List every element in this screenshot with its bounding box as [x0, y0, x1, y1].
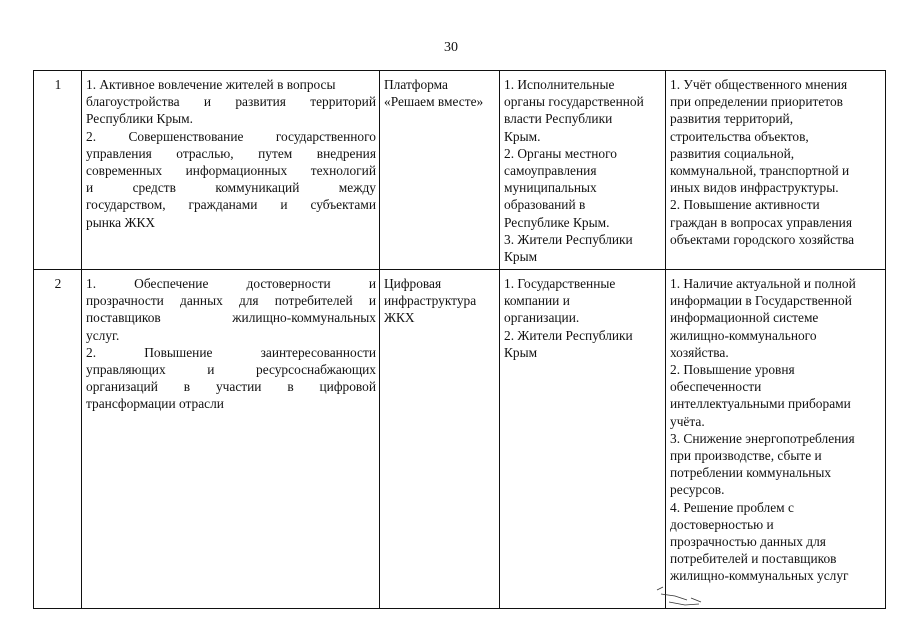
goals-cell	[82, 71, 380, 270]
participants-line: Крым	[504, 344, 538, 360]
row-number-cell	[34, 270, 82, 609]
goals-line: современных информационных технологий	[86, 163, 376, 179]
results-line: жилищно-коммунального	[670, 327, 817, 343]
tool-line: инфраструктура	[384, 293, 477, 309]
results-line: потребителей и поставщиков	[670, 551, 837, 567]
participants-cell	[500, 71, 666, 270]
participants-line: власти Республики	[504, 111, 613, 127]
tool-cell	[380, 270, 500, 609]
results-line: 1. Учёт общественного мнения	[670, 77, 848, 92]
goals-line: Республики Крым.	[86, 111, 193, 127]
participants-line: Крым	[504, 249, 538, 265]
goals-line: управляющих и ресурсоснабжающих	[86, 362, 376, 378]
results-line: информации в Государственной	[670, 293, 852, 309]
results-line: ресурсов.	[670, 482, 725, 498]
participants-line: образований в	[504, 197, 586, 213]
row-number-cell	[34, 71, 82, 270]
results-line: учёта.	[670, 413, 705, 429]
results-line: обеспеченности	[670, 379, 762, 395]
tool-line: Цифровая	[384, 276, 442, 291]
goals-line: 2. Повышение заинтересованности	[86, 344, 376, 360]
participants-line: 2. Жители Республики	[504, 327, 633, 343]
participants-cell	[500, 270, 666, 609]
results-line: интеллектуальными приборами	[670, 396, 851, 412]
goals-line: организаций в участии в цифровой	[86, 379, 376, 395]
results-line: информационной системе	[670, 310, 819, 326]
goals-line: 1. Активное вовлечение жителей в вопросы	[86, 77, 336, 92]
results-line: коммунальной, транспортной и	[670, 163, 850, 179]
goals-line: поставщиков жилищно-коммунальных	[86, 310, 376, 326]
tool-line: «Решаем вместе»	[384, 94, 484, 110]
results-line: развития территорий,	[670, 111, 794, 127]
results-line: достоверностью и	[670, 516, 774, 532]
results-line: хозяйства.	[670, 344, 729, 360]
goals-line: и средств коммуникаций между	[86, 180, 376, 196]
goals-line: 2. Совершенствование государственного	[86, 128, 376, 144]
goals-line: прозрачности данных для потребителей и	[86, 293, 376, 309]
participants-line: 3. Жители Республики	[504, 231, 633, 247]
goals-line: услуг.	[86, 327, 120, 343]
results-line: при производстве, сбыте и	[670, 448, 822, 464]
results-line: строительства объектов,	[670, 128, 809, 144]
participants-line: Республике Крым.	[504, 214, 610, 230]
tool-line: ЖКХ	[384, 310, 415, 326]
pen-mark	[655, 578, 703, 608]
results-line: прозрачностью данных для	[670, 534, 826, 550]
page-number: 30	[444, 40, 458, 55]
tool-cell	[380, 71, 500, 270]
participants-line: 1. Государственные	[504, 276, 616, 291]
row-number: 1	[54, 77, 62, 92]
tool-line: Платформа	[384, 77, 448, 92]
goals-line: трансформации отрасли	[86, 396, 224, 412]
row-number: 2	[54, 276, 62, 291]
participants-line: органы государственной	[504, 94, 644, 110]
results-cell	[666, 71, 886, 270]
participants-line: 1. Исполнительные	[504, 77, 615, 92]
results-line: 1. Наличие актуальной и полной	[670, 276, 856, 291]
goals-line: управления отраслью, путем внедрения	[86, 145, 376, 161]
goals-cell	[82, 270, 380, 609]
results-line: при определении приоритетов	[670, 94, 843, 110]
table-row	[34, 71, 886, 270]
results-line: потреблении коммунальных	[670, 465, 832, 481]
participants-line: Крым.	[504, 128, 541, 144]
participants-line: самоуправления	[504, 163, 597, 179]
results-line: иных видов инфраструктуры.	[670, 180, 839, 196]
results-cell	[666, 270, 886, 609]
results-line: жилищно-коммунальных услуг	[670, 568, 849, 584]
participants-line: организации.	[504, 310, 580, 326]
results-line: объектами городского хозяйства	[670, 231, 855, 247]
results-line: 2. Повышение уровня	[670, 362, 795, 378]
results-line: 2. Повышение активности	[670, 197, 820, 213]
goals-line: государством, гражданами и субъектами	[86, 197, 376, 213]
participants-line: 2. Органы местного	[504, 145, 617, 161]
participants-line: муниципальных	[504, 180, 597, 196]
results-line: 3. Снижение энергопотребления	[670, 430, 855, 446]
goals-line: 1. Обеспечение достоверности и	[86, 276, 376, 291]
goals-line: рынка ЖКХ	[86, 214, 156, 230]
measures-table	[33, 70, 886, 609]
results-line: граждан в вопросах управления	[670, 214, 852, 230]
results-line: 4. Решение проблем с	[670, 499, 794, 515]
results-line: развития социальной,	[670, 145, 795, 161]
participants-line: компании и	[504, 293, 570, 309]
goals-line: благоустройства и развития территорий	[86, 94, 376, 110]
table-row	[34, 270, 886, 609]
